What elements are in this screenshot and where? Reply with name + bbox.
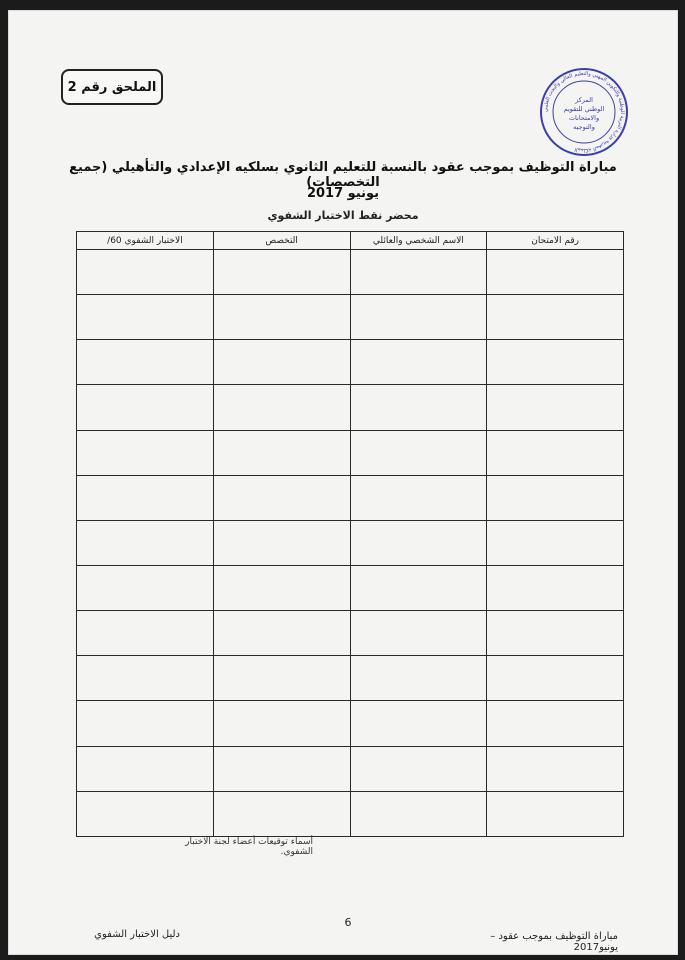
table-cell[interactable]: [350, 340, 487, 385]
table-row: [77, 520, 624, 565]
footer-left-text: دليل الاختبار الشفوي: [94, 929, 180, 940]
table-cell[interactable]: [487, 791, 624, 836]
table-cell[interactable]: [77, 611, 214, 656]
table-header-row: [77, 232, 624, 250]
table-cell[interactable]: [350, 430, 487, 475]
table-row: [77, 385, 624, 430]
table-cell[interactable]: [77, 475, 214, 520]
table-cell[interactable]: [77, 295, 214, 340]
table-row: [77, 340, 624, 385]
table-cell[interactable]: [77, 250, 214, 295]
table-cell[interactable]: [350, 611, 487, 656]
stamp-line-1: المركز: [575, 96, 593, 104]
oral-exam-grades-table: [76, 231, 624, 837]
table-cell[interactable]: [77, 746, 214, 791]
table-cell[interactable]: [350, 295, 487, 340]
header-full-name: الاسم الشخصي والعائلي: [350, 232, 487, 250]
page-number: 6: [344, 916, 352, 929]
committee-signatures-note: أسماء توقيعات أعضاء لجنة الاختبار الشفوي.: [185, 837, 313, 857]
table-row: [77, 701, 624, 746]
table-cell[interactable]: [77, 340, 214, 385]
table-cell[interactable]: [213, 565, 350, 610]
table-row: [77, 746, 624, 791]
table-row: [77, 430, 624, 475]
table-row: [77, 475, 624, 520]
table-cell[interactable]: [350, 791, 487, 836]
table-cell[interactable]: [213, 295, 350, 340]
table-cell[interactable]: [350, 385, 487, 430]
table-cell[interactable]: [487, 250, 624, 295]
table-cell[interactable]: [350, 250, 487, 295]
official-stamp-icon: [538, 66, 630, 158]
table-cell[interactable]: [77, 385, 214, 430]
table-cell[interactable]: [487, 295, 624, 340]
annex-label-box: [61, 69, 163, 105]
header-specialty: التخصص: [213, 232, 350, 250]
table-cell[interactable]: [77, 791, 214, 836]
table-cell[interactable]: [487, 746, 624, 791]
table-cell[interactable]: [350, 475, 487, 520]
table-cell[interactable]: [213, 701, 350, 746]
table-cell[interactable]: [213, 385, 350, 430]
table-cell[interactable]: [487, 565, 624, 610]
stamp-line-3: والامتحانات: [568, 114, 600, 122]
table-cell[interactable]: [213, 340, 350, 385]
stamp-line-4: والتوجيه: [573, 123, 595, 131]
table-cell[interactable]: [487, 430, 624, 475]
document-page: [8, 10, 678, 955]
table-cell[interactable]: [77, 656, 214, 701]
table-cell[interactable]: [213, 520, 350, 565]
stamp-line-2: الوطني للتقويم: [563, 105, 605, 113]
table-cell[interactable]: [77, 430, 214, 475]
table-cell[interactable]: [350, 746, 487, 791]
table-body: [77, 250, 624, 837]
annex-label: الملحق رقم 2: [67, 79, 157, 95]
table-cell[interactable]: [77, 520, 214, 565]
table-row: [77, 565, 624, 610]
table-cell[interactable]: [487, 340, 624, 385]
table-cell[interactable]: [213, 791, 350, 836]
table-cell[interactable]: [213, 250, 350, 295]
footer-right-text: مباراة التوظيف بموجب عقود – يونيو2017: [490, 931, 618, 953]
header-exam-number: رقم الامتحان: [487, 232, 624, 250]
table-cell[interactable]: [213, 611, 350, 656]
table-row: [77, 656, 624, 701]
table-cell[interactable]: [350, 565, 487, 610]
table-cell[interactable]: [213, 430, 350, 475]
document-subtitle: محضر نقط الاختبار الشفوي: [267, 209, 419, 222]
table-row: [77, 791, 624, 836]
table-cell[interactable]: [213, 475, 350, 520]
document-title: مباراة التوظيف بموجب عقود بالنسبة للتعليم الثانوي بسلكيه الإعدادي والتأهيلي (جميع التخصصات): [69, 160, 617, 190]
stamp-ring-text: المملكة المغربية وزارة التربية الوطنية والتكوين المهني والتعليم العالي والبحث العلمي: [542, 70, 626, 154]
table-row: [77, 295, 624, 340]
table-cell[interactable]: [213, 746, 350, 791]
table-cell[interactable]: [487, 701, 624, 746]
table-cell[interactable]: [350, 701, 487, 746]
table-cell[interactable]: [350, 520, 487, 565]
table-cell[interactable]: [487, 656, 624, 701]
table-cell[interactable]: [77, 565, 214, 610]
header-oral-score: الاختبار الشفوي 60/: [77, 232, 214, 250]
table-cell[interactable]: [487, 611, 624, 656]
table-cell[interactable]: [487, 475, 624, 520]
table-row: [77, 611, 624, 656]
table-cell[interactable]: [77, 701, 214, 746]
table-cell[interactable]: [350, 656, 487, 701]
table-row: [77, 250, 624, 295]
table-cell[interactable]: [213, 656, 350, 701]
table-cell[interactable]: [487, 385, 624, 430]
table-cell[interactable]: [487, 520, 624, 565]
document-date: يونيو 2017: [306, 186, 380, 201]
